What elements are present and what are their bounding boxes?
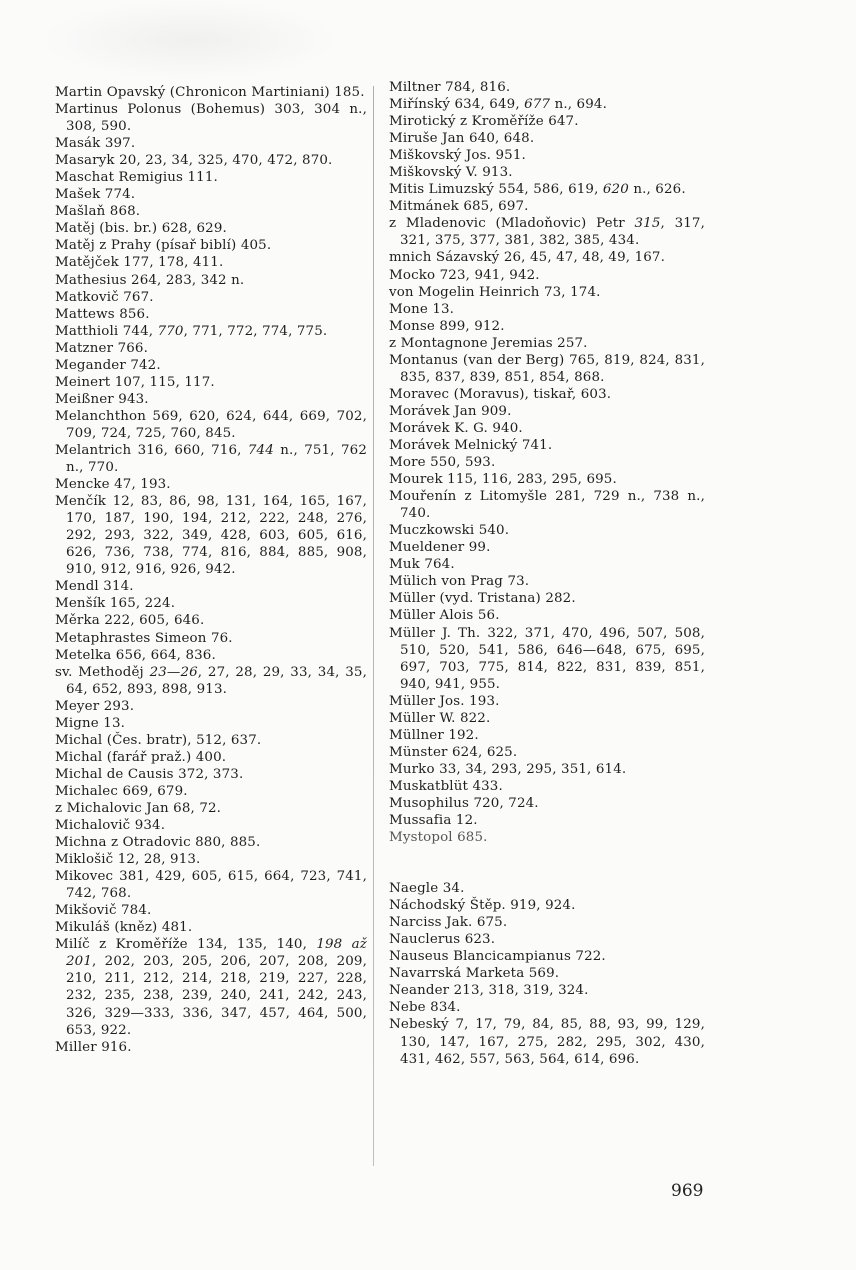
index-entry: Moravec (Moravus), tiskař, 603. (389, 386, 612, 402)
index-entry: Michal (farář praž.) 400. (55, 749, 227, 765)
column-divider (373, 86, 374, 1166)
letter-section-gap (389, 846, 705, 880)
index-entry: Monse 899, 912. (389, 318, 505, 334)
index-entry: von Mogelin Heinrich 73, 174. (389, 284, 601, 300)
index-entry: Nebe 834. (389, 1000, 461, 1016)
index-entry: Měrka 222, 605, 646. (55, 613, 205, 629)
index-entry: Müllner 192. (389, 727, 479, 743)
index-entry: Narciss Jak. 675. (389, 915, 508, 931)
index-entry: Murko 33, 34, 293, 295, 351, 614. (389, 761, 627, 777)
index-entry: Milíč z Kroměříže 134, 135, 140, 198 až 201, 202, 203, 205, 206, 207, 208, 209, 210, 211, 212, 214, 218, 219, 227, 228, 232, 235, 238, 239, 240, 241, 242, 243, 326, 329—333, 336, 347, 457, 464, 500, 653, 922. (55, 937, 367, 1038)
index-entry: Navarrská Marketa 569. (389, 966, 560, 982)
index-entry: Münster 624, 625. (389, 744, 518, 760)
index-entry: Mystopol 685. (389, 830, 488, 846)
index-entry: Miruše Jan 640, 648. (389, 131, 535, 147)
index-entry: z Michalovic Jan 68, 72. (55, 800, 222, 816)
index-entry: Mocko 723, 941, 942. (389, 267, 540, 283)
index-entry: Matthioli 744, 770, 771, 772, 774, 775. (55, 323, 328, 339)
index-entry: Masák 397. (55, 136, 136, 152)
index-entry: Mikšovič 784. (55, 903, 152, 919)
index-entry: Matkovič 767. (55, 289, 154, 305)
index-column-right (389, 79, 705, 1068)
index-entry: Metelka 656, 664, 836. (55, 647, 216, 663)
index-entry: Matěj (bis. br.) 628, 629. (55, 221, 227, 237)
index-entry: Matějček 177, 178, 411. (55, 255, 224, 271)
index-entry: Miškovský V. 913. (389, 165, 513, 181)
index-entry: Melanchthon 569, 620, 624, 644, 669, 702, 709, 724, 725, 760, 845. (55, 408, 367, 441)
index-entry: mnich Sázavský 26, 45, 47, 48, 49, 167. (389, 250, 666, 266)
index-entry: Meißner 943. (55, 391, 149, 407)
index-entry: Muczkowski 540. (389, 523, 510, 539)
index-entry: Miller 916. (55, 1039, 132, 1055)
index-entry: Mašlaň 868. (55, 204, 141, 220)
index-entry: Mourek 115, 116, 283, 295, 695. (389, 472, 617, 488)
index-entry: Miklošič 12, 28, 913. (55, 852, 201, 868)
index-entry: Mülich von Prag 73. (389, 574, 530, 590)
index-entry: Meinert 107, 115, 117. (55, 374, 215, 390)
index-entry: Melantrich 316, 660, 716, 744 n., 751, 762 n., 770. (55, 442, 367, 476)
index-entry: Naegle 34. (389, 881, 465, 897)
index-entry: Mussafia 12. (389, 813, 478, 829)
index-entry: Michalec 669, 679. (55, 783, 188, 799)
index-entry: Megander 742. (55, 357, 161, 373)
index-entry: Nebeský 7, 17, 79, 84, 85, 88, 93, 99, 129, 130, 147, 167, 275, 282, 295, 302, 430, 431, 462, 557, 563, 564, 614, 696. (389, 1017, 705, 1067)
index-entry: Náchodský Štěp. 919, 924. (389, 898, 576, 914)
index-entry: Nauclerus 623. (389, 932, 496, 948)
index-entry: Neander 213, 318, 319, 324. (389, 983, 589, 999)
index-entry: Montanus (van der Berg) 765, 819, 824, 831, 835, 837, 839, 851, 854, 868. (389, 352, 705, 385)
index-entry: Morávek K. G. 940. (389, 420, 523, 436)
index-entry: Mueldener 99. (389, 540, 491, 556)
index-entry: Michal (Čes. bratr), 512, 637. (55, 732, 262, 748)
index-entry: Miltner 784, 816. (389, 80, 511, 95)
index-entry: Metaphrastes Simeon 76. (55, 630, 233, 646)
index-entry: z Montagnone Jeremias 257. (389, 335, 588, 351)
index-entry: Müller W. 822. (389, 710, 491, 726)
index-entry: sv. Methoděj 23—26, 27, 28, 29, 33, 34, 35, 64, 652, 893, 898, 913. (55, 664, 367, 697)
index-entry: Muk 764. (389, 557, 455, 573)
index-entry: Mikovec 381, 429, 605, 615, 664, 723, 741, 742, 768. (55, 869, 367, 902)
index-entry: Martin Opavský (Chronicon Martiniani) 185. (55, 85, 365, 100)
index-entry: Morávek Melnický 741. (389, 437, 553, 453)
index-entry: Miškovský Jos. 951. (389, 148, 526, 164)
index-entry: Muskatblüt 433. (389, 778, 503, 794)
index-entry: Müller Alois 56. (389, 608, 500, 624)
index-entry: Mattews 856. (55, 306, 150, 322)
index-column-left (55, 84, 367, 1056)
index-entry: Migne 13. (55, 715, 126, 731)
index-entry: More 550, 593. (389, 455, 496, 471)
index-entry: Morávek Jan 909. (389, 403, 512, 419)
index-entry: Müller Jos. 193. (389, 693, 500, 709)
index-entry: Maschat Remigius 111. (55, 170, 218, 186)
index-entry: Mathesius 264, 283, 342 n. (55, 272, 245, 288)
index-entry: Matzner 766. (55, 340, 148, 356)
index-entry: Matěj z Prahy (písař biblí) 405. (55, 238, 272, 254)
index-entry: Nauseus Blancicampianus 722. (389, 949, 606, 965)
page-number: 969 (671, 1181, 704, 1201)
index-entry: Martinus Polonus (Bohemus) 303, 304 n., 308, 590. (55, 102, 367, 135)
index-entry: Mitmánek 685, 697. (389, 199, 529, 215)
index-entry: Miřínský 634, 649, 677 n., 694. (389, 97, 607, 113)
index-entry: z Mladenovic (Mladoňovic) Petr 315, 317, 321, 375, 377, 381, 382, 385, 434. (389, 216, 705, 249)
index-entry: Michal de Causis 372, 373. (55, 766, 244, 782)
index-entry: Mencke 47, 193. (55, 477, 171, 493)
index-entry: Mendl 314. (55, 579, 134, 595)
index-entry: Mone 13. (389, 301, 455, 317)
index-entry: Michalovič 934. (55, 818, 166, 834)
index-entry: Menšík 165, 224. (55, 596, 176, 612)
index-entry: Mašek 774. (55, 187, 136, 203)
index-entry: Mitis Limuzský 554, 586, 619, 620 n., 626. (389, 182, 686, 198)
index-entry: Michna z Otradovic 880, 885. (55, 835, 261, 851)
scan-shading (40, 0, 340, 80)
index-entry: Mirotický z Kroměříže 647. (389, 114, 579, 130)
index-entry: Masaryk 20, 23, 34, 325, 470, 472, 870. (55, 153, 333, 169)
index-entry: Musophilus 720, 724. (389, 795, 539, 811)
index-entry: Müller J. Th. 322, 371, 470, 496, 507, 508, 510, 520, 541, 586, 646—648, 675, 695, 697, 703, 775, 814, 822, 831, 839, 851, 940, 941, 955. (389, 625, 705, 692)
index-entry: Meyer 293. (55, 698, 135, 714)
index-entry: Mouřenín z Litomyšle 281, 729 n., 738 n., 740. (389, 489, 705, 522)
index-entry: Mikuláš (kněz) 481. (55, 920, 193, 936)
index-entry: Menčík 12, 83, 86, 98, 131, 164, 165, 167, 170, 187, 190, 194, 212, 222, 248, 276, 292, 293, 322, 349, 428, 603, 605, 616, 626, 736, 738, 774, 816, 884, 885, 908, 910, 912, 916, 926, 942. (55, 494, 367, 578)
index-entry: Müller (vyd. Tristana) 282. (389, 591, 576, 607)
